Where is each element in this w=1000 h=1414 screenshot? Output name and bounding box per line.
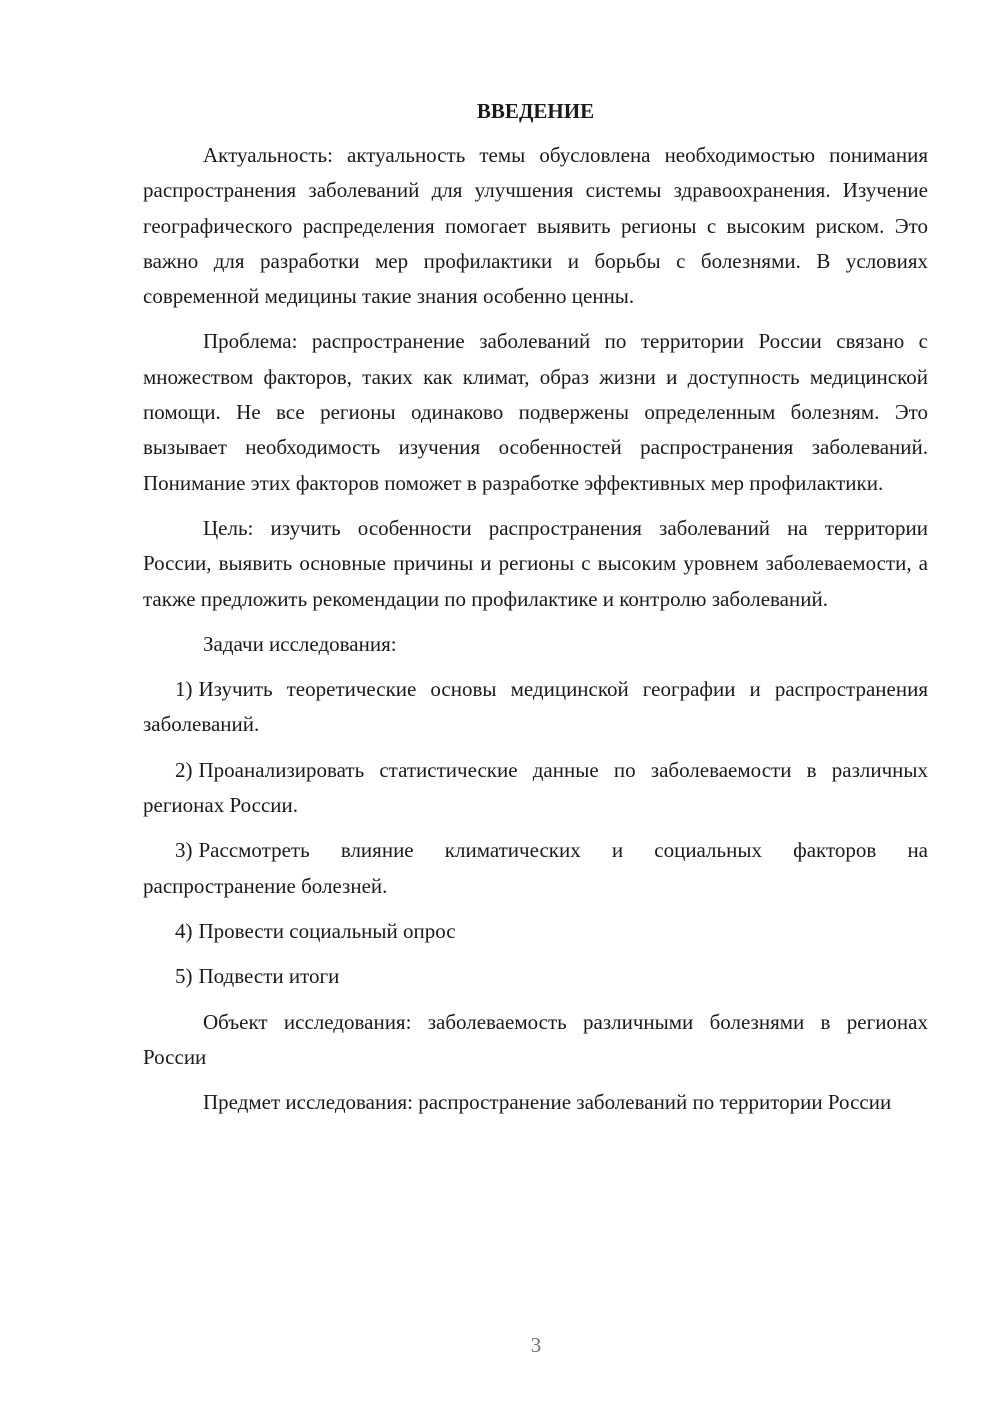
list-item-text: Рассмотреть влияние климатических и социальных факторов на распространение болезней. xyxy=(143,838,928,898)
page-number: 3 xyxy=(530,1333,542,1357)
list-item-number: 3) xyxy=(175,838,193,863)
paragraph-object: Объект исследования: заболеваемость различными болезнями в регионах России xyxy=(143,1009,928,1069)
paragraph-subject: Предмет исследования: распространение заболеваний по территории России xyxy=(203,1090,892,1115)
list-item xyxy=(143,833,928,904)
list-item-number: 4) xyxy=(175,918,193,943)
list-item-text: Изучить теоретические основы медицинской географии и распространения заболеваний. xyxy=(143,677,928,737)
paragraph-goal: Цель: изучить особенности распространения заболеваний на территории России, выявить основные причины и регионы с высоким уровнем заболеваемости, а также предложить рекомендации по профилактике и контролю заболеваний. xyxy=(143,515,928,611)
list-item-number: 2) xyxy=(175,757,193,782)
tasks-list xyxy=(143,672,928,994)
list-item-text: Проанализировать статистические данные по заболеваемости в различных регионах России. xyxy=(143,757,928,818)
list-item-text: Подвести итоги xyxy=(198,964,340,989)
paragraph-problem: Проблема: распространение заболеваний по территории России связано с множеством факторов, таких как климат, образ жизни и доступность медицинской помощи. Не все регионы одинаково подвержены определенным болезням. Это вызывает необходимость изучения особенностей распространения заболеваний. Понимание этих факторов поможет в разработке эффективных мер профилактики. xyxy=(143,329,928,495)
list-item xyxy=(143,914,928,949)
tasks-heading: Задачи исследования: xyxy=(203,631,397,656)
list-item-number: 5) xyxy=(175,964,193,989)
list-item-text: Провести социальный опрос xyxy=(198,918,456,943)
page-body xyxy=(143,96,928,1130)
list-item xyxy=(143,672,928,743)
section-heading: ВВЕДЕНИЕ xyxy=(476,99,595,123)
list-item xyxy=(143,959,928,994)
list-item-number: 1) xyxy=(175,677,193,702)
paragraph-relevance: Актуальность: актуальность темы обусловлена необходимостью понимания распространения заболеваний для улучшения системы здравоохранения. Изучение географического распределения помогает выявить регионы с высоким риском. Это важно для разработки мер профилактики и борьбы с болезнями. В условиях современной медицины такие знания особенно ценны. xyxy=(143,143,928,309)
list-item xyxy=(143,753,928,824)
